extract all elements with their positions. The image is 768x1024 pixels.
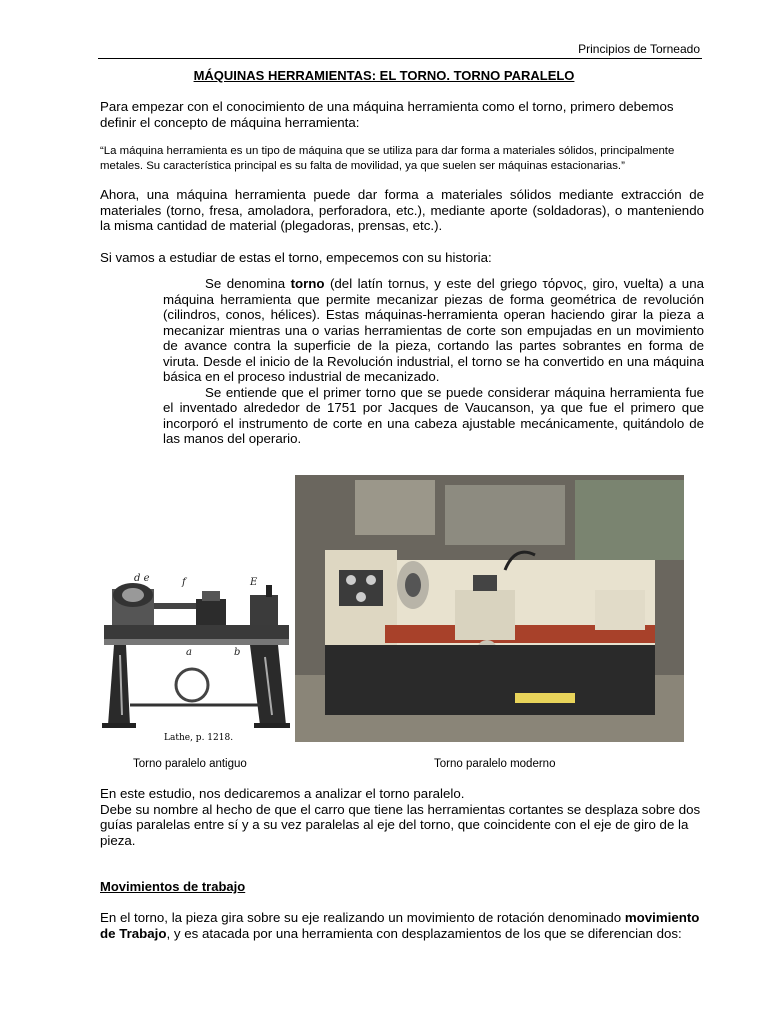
caption-old-lathe: Torno paralelo antiguo [133,758,247,770]
history-lead: Si vamos a estudiar de estas el torno, empecemos con su historia: [100,250,492,265]
page-title: MÁQUINAS HERRAMIENTAS: EL TORNO. TORNO PARALELO [193,68,575,83]
running-header: Principios de Torneado [578,42,700,56]
study-paragraph [100,786,704,848]
forms-paragraph: Ahora, una máquina herramienta puede dar forma a materiales sólidos mediante extracción de materiales (torno, fresa, amoladora, perforadora, etc.), mediante aporte (soldadoras), o manteniendo la misma cantidad de material (plegadoras, prensas, etc.). [100,187,704,233]
svg-text:a: a [186,647,192,658]
term-movimiento-trabajo: movimiento de Trabajo [100,910,700,941]
section-heading: Movimientos de trabajo [100,879,246,894]
svg-text:E: E [250,577,258,588]
intro-paragraph: Para empezar con el conocimiento de una máquina herramienta como el torno, primero debemos definir el concepto de máquina herramienta: [100,99,674,130]
svg-text:b: b [234,647,241,658]
history-paragraph-2: Se entiende que el primer torno que se puede considerar máquina herramienta fue el inventado alrededor de 1751 por Jacques de Vaucanson, ya que fue el primero que incorporó el instrumento de corte en una cabeza ajustable mecánicamente, quitándolo de las manos del operario. [163,384,704,446]
term-torno: torno [290,276,325,291]
definition-quote: “La máquina herramienta es un tipo de máquina que se utiliza para dar forma a materiales sólidos, principalmente metales. Su característica principal es su falta de movilidad, ya que suelen ser máquinas estacionarias.” [100,145,675,172]
old-lathe-engraving [100,565,293,747]
svg-text:d e: d e [134,573,150,584]
study-line-rest: Debe su nombre al hecho de que el carro que tiene las herramientas cortantes se desplaza sobre dos guías paralelas entre sí y a su vez paralelas al eje del torno, que coincidente con el eje de giro de la pieza. [100,801,701,848]
svg-text:f: f [182,577,186,588]
engraving-label: Lathe, p. 1218. [164,733,234,743]
section-paragraph: En el torno, la pieza gira sobre su eje realizando un movimiento de rotación denominado movimiento de Trabajo, y es atacada por una herramienta con desplazamientos de los que se diferencian dos: [100,910,700,941]
modern-lathe-photo [295,475,684,742]
history-block [163,276,704,447]
history-paragraph-1: Se denomina torno (del latín tornus, y este del griego τόρνος, giro, vuelta) a una máquina herramienta que permite mecanizar piezas de forma geométrica de revolución (cilindros, conos, hélices). Estas máquinas-herramienta operan haciendo girar la pieza a mecanizar mientras una o varias herramientas de corte son empujadas en un movimiento de avance contra la superficie de la pieza, cortando las partes sobrantes en forma de viruta. Desde el inicio de la Revolución industrial, el torno se ha convertido en una máquina básica en el proceso industrial de mecanizado. [163,276,704,384]
header-rule [98,58,702,59]
caption-modern-lathe: Torno paralelo moderno [434,758,556,770]
study-line-1: En este estudio, nos dedicaremos a analizar el torno paralelo. [100,786,465,801]
